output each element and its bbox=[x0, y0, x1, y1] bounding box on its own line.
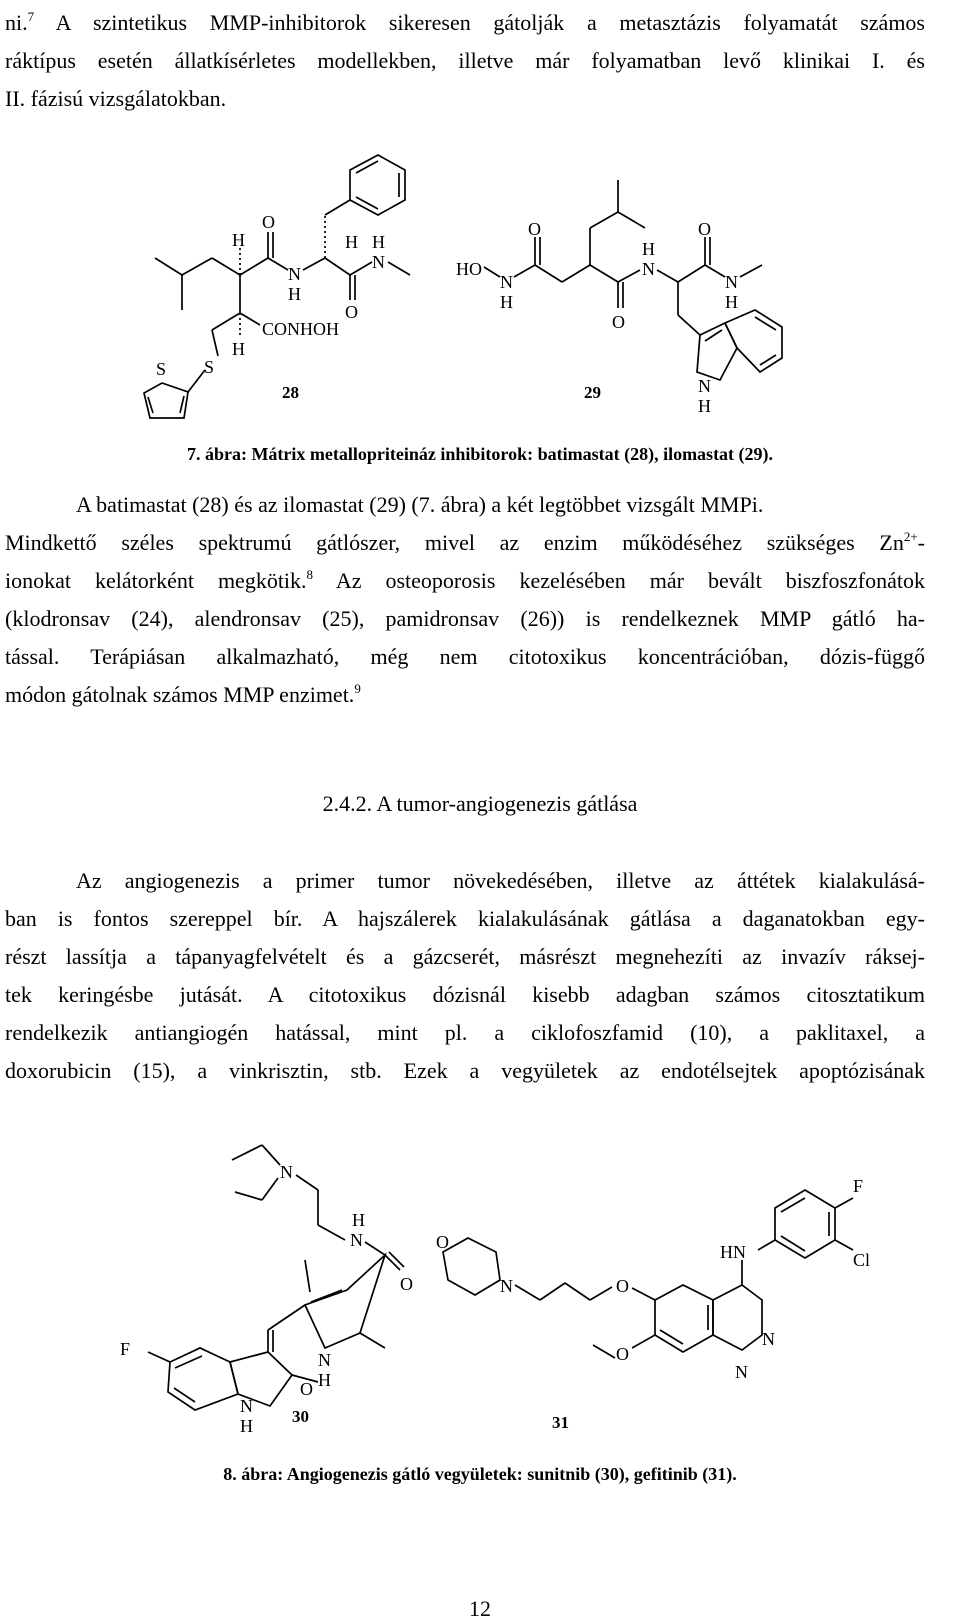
h-label: H bbox=[232, 339, 245, 359]
n-label: N bbox=[288, 264, 301, 284]
para1-line-3: ionokat kelátorként megkötik.$^8$ Az osteoporosis kezelésében már bevált biszfoszfonátok bbox=[5, 567, 925, 593]
o-label: O bbox=[436, 1232, 449, 1252]
n-label: N bbox=[642, 259, 655, 279]
figure-7-structures bbox=[0, 140, 960, 440]
h-label: H bbox=[500, 292, 513, 312]
para2-line-2: ban is fontos szereppel bír. A hajszálerek kialakulásának gátlása a daganatokban egy- bbox=[5, 906, 925, 931]
h-label: H bbox=[698, 396, 711, 416]
compound-number-31: 31 bbox=[552, 1413, 569, 1432]
figure-8-structures bbox=[0, 1130, 960, 1450]
n-label: N bbox=[350, 1230, 363, 1250]
compound-number-28: 28 bbox=[282, 383, 299, 402]
intro-line-3: II. fázisú vizsgálatokban. bbox=[5, 86, 227, 111]
page-number: 12 bbox=[469, 1596, 491, 1621]
n-label: N bbox=[698, 376, 711, 396]
h-label: H bbox=[288, 284, 301, 304]
section-heading: 2.4.2. A tumor-angiogenezis gátlása bbox=[322, 791, 638, 816]
paragraph-2 bbox=[5, 862, 925, 1090]
h-label: H bbox=[345, 232, 358, 252]
h-label: H bbox=[352, 1210, 365, 1230]
ilomastat-structure bbox=[456, 180, 782, 416]
hn-label: HN bbox=[720, 1242, 746, 1262]
conhoh-label: CONHOH bbox=[262, 319, 340, 339]
para2-line-6: doxorubicin (15), a vinkrisztin, stb. Ezek a vegyületek az endotélsejtek apoptózisának bbox=[5, 1058, 925, 1083]
o-label: O bbox=[612, 312, 625, 332]
intro-line-2: ráktípus esetén állatkísérletes modellekben, illetve már folyamatban levő klinikai I. és bbox=[5, 48, 925, 73]
n-label: N bbox=[500, 1276, 513, 1296]
h-label: H bbox=[232, 230, 245, 250]
n-label: N bbox=[280, 1162, 293, 1182]
para1-line-2: Mindkettő széles spektrumú gátlószer, mivel az enzim működéséhez szükséges $Zn^{2+}-$ bbox=[5, 529, 925, 555]
h-label: H bbox=[372, 232, 385, 252]
h-label: H bbox=[318, 1370, 331, 1390]
o-label: O bbox=[616, 1276, 629, 1296]
ho-label: HO bbox=[456, 259, 482, 279]
n-label: N bbox=[318, 1350, 331, 1370]
h-label: H bbox=[642, 239, 655, 259]
n-label: N bbox=[372, 252, 385, 272]
para2-line-3: részt lassítja a tápanyagfelvételt és a gázcserét, másrészt megnehezíti az invazív ráksej- bbox=[5, 944, 925, 969]
o-label: O bbox=[698, 219, 711, 239]
n-label: N bbox=[762, 1329, 775, 1349]
sunitinib-structure bbox=[120, 1145, 413, 1436]
n-label: N bbox=[735, 1362, 748, 1382]
o-label: O bbox=[616, 1344, 629, 1364]
compound-number-29: 29 bbox=[584, 383, 601, 402]
para2-line-1: Az angiogenezis a primer tumor növekedésében, illetve az áttétek kialakulásá- bbox=[76, 868, 925, 893]
para2-line-5: rendelkezik antiangiogén hatással, mint pl. a ciklofoszfamid (10), a paklitaxel, a bbox=[5, 1020, 925, 1045]
batimastat-structure bbox=[144, 155, 410, 418]
figure-7-caption: 7. ábra: Mátrix metallopriteináz inhibitorok: batimastat (28), ilomastat (29). bbox=[186, 444, 774, 464]
para2-line-4: tek keringésbe jutását. A citotoxikus dózisnál kisebb adagban számos citosztatikum bbox=[5, 982, 925, 1007]
gefitinib-structure bbox=[436, 1176, 870, 1432]
o-label: O bbox=[262, 212, 275, 232]
o-label: O bbox=[528, 219, 541, 239]
para1-line-4: (klodronsav (24), alendronsav (25), pamidronsav (26)) is rendelkeznek MMP gátló ha- bbox=[5, 606, 925, 631]
figure-8-caption: 8. ábra: Angiogenezis gátló vegyületek: sunitnib (30), gefitinib (31). bbox=[223, 1464, 737, 1484]
n-label: N bbox=[725, 272, 738, 292]
s-label: S bbox=[156, 359, 167, 379]
intro-paragraph bbox=[5, 4, 925, 118]
h-label: H bbox=[240, 1416, 253, 1436]
para1-line-6: módon gátolnak számos MMP enzimet.$^9$ bbox=[5, 681, 361, 707]
o-label: O bbox=[300, 1379, 313, 1399]
h-label: H bbox=[725, 292, 738, 312]
para1-line-5: tással. Terápiásan alkalmazható, még nem citotoxikus koncentrációban, dózis-függő bbox=[5, 644, 925, 669]
f-label: F bbox=[853, 1176, 864, 1196]
s-label: S bbox=[204, 357, 215, 377]
paragraph-1 bbox=[5, 486, 925, 714]
f-label: F bbox=[120, 1339, 131, 1359]
intro-line-1: ni.$^7$ A szintetikus MMP-inhibitorok sikeresen gátolják a metasztázis folyamatát számos bbox=[5, 9, 925, 35]
o-label: O bbox=[400, 1274, 413, 1294]
n-label: N bbox=[240, 1396, 253, 1416]
cl-label: Cl bbox=[853, 1250, 871, 1270]
compound-number-30: 30 bbox=[292, 1407, 309, 1426]
o-label: O bbox=[345, 302, 358, 322]
n-label: N bbox=[500, 272, 513, 292]
para1-line-1: A batimastat (28) és az ilomastat (29) (7. ábra) a két legtöbbet vizsgált MMPi. bbox=[76, 492, 764, 517]
